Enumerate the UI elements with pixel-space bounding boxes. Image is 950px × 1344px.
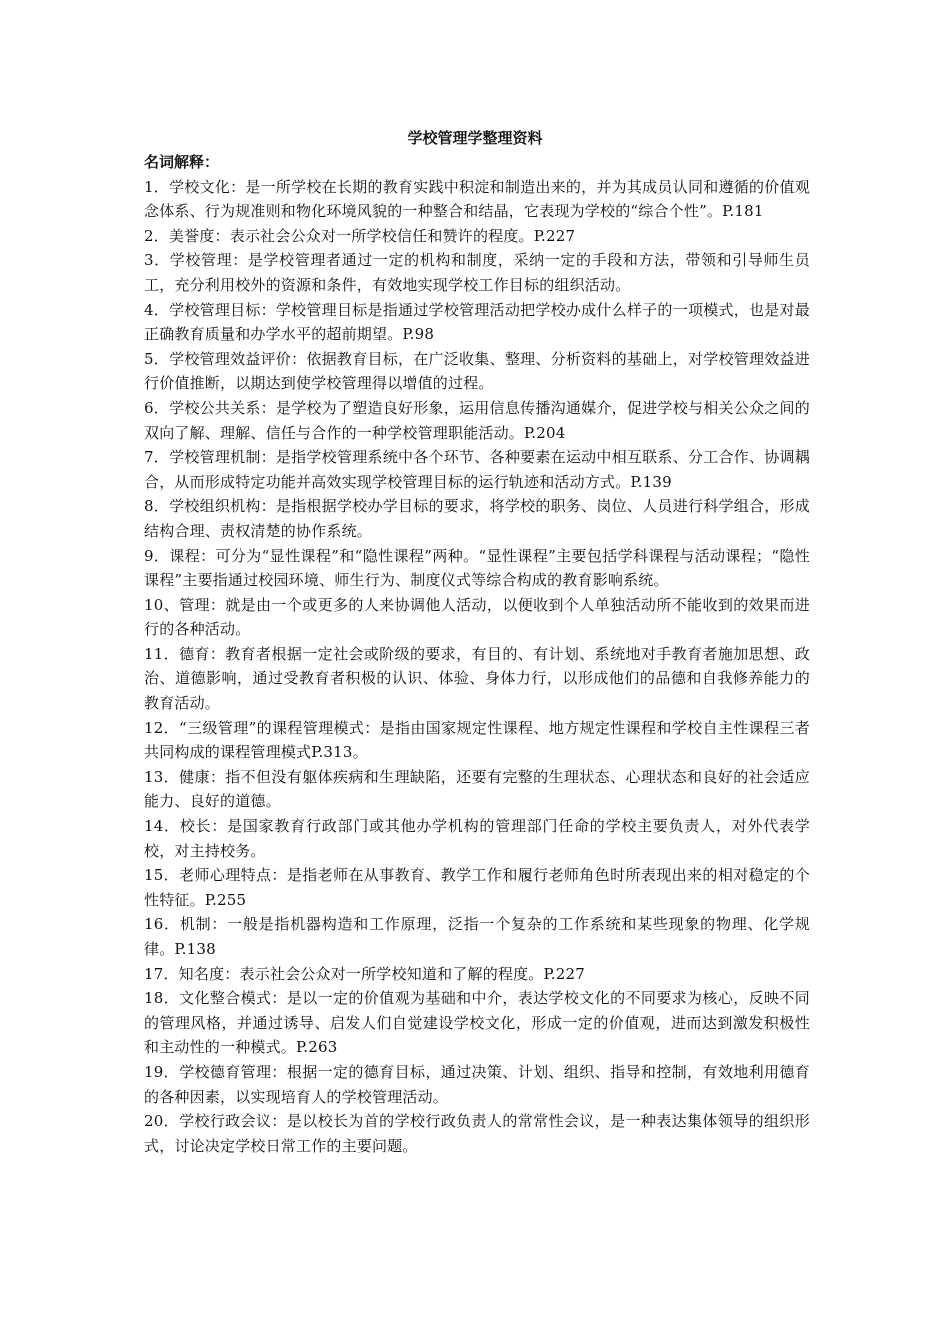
term-entry-2: 2．美誉度：表示社会公众对一所学校信任和赞许的程度。P.227: [144, 226, 576, 245]
term-entry-8: 8．学校组织机构：是指根据学校办学目标的要求，将学校的职务、岗位、人员进行科学组合，形成结构合理、责权清楚的协作系统。: [144, 497, 810, 540]
term-entry-13: 13．健康：指不但没有躯体疾病和生理缺陷，还要有完整的生理状态、心理状态和良好的社会适应能力、良好的道德。: [144, 767, 810, 811]
term-entry-9: 9．课程：可分为“显性课程”和“隐性课程”两种。“显性课程”主要包括学科课程与活动课程；“隐性课程”主要指通过校园环境、师生行为、制度仪式等综合构成的教育影响系统。: [144, 546, 810, 590]
term-entry-17: 17．知名度：表示社会公众对一所学校知道和了解的程度。P.227: [144, 964, 585, 983]
section-heading: 名词解释：: [144, 153, 220, 171]
term-entry-5: 5．学校管理效益评价：依据教育目标，在广泛收集、整理、分析资料的基础上，对学校管理效益进行价值推断，以期达到使学校管理得以增值的过程。: [144, 349, 810, 393]
term-entry-19: 19．学校德育管理：根据一定的德育目标，通过决策、计划、组织、指导和控制，有效地利用德育的各种因素，以实现培育人的学校管理活动。: [144, 1062, 810, 1106]
term-entry-10: 10、管理：就是由一个或更多的人来协调他人活动，以便收到个人单独活动所不能收到的效果而进行的各种活动。: [144, 595, 810, 639]
term-entry-11: 11．德育：教育者根据一定社会或阶级的要求，有目的、有计划、系统地对手教育者施加思想、政治、道德影响，通过受教育者积极的认识、体验、身体力行，以形成他们的品德和自我修养能力的教育活动。: [144, 644, 810, 713]
term-entry-18: 18．文化整合模式：是以一定的价值观为基础和中介，表达学校文化的不同要求为核心，反映不同的管理风格，并通过诱导、启发人们自觉建设学校文化，形成一定的价值观，进而达到激发积极性和主动性的一种模式。P.263: [144, 989, 810, 1057]
term-entry-1: 1．学校文化：是一所学校在长期的教育实践中积淀和制造出来的，并为其成员认同和遵循的价值观念体系、行为规准则和物化环境风貌的一种整合和结晶，它表现为学校的“综合个性”。P.181: [144, 177, 810, 221]
term-entry-15: 15．老师心理特点：是指老师在从事教育、教学工作和履行老师角色时所表现出来的相对稳定的个性特征。P.255: [144, 866, 810, 909]
document-body: [144, 150, 810, 1158]
term-entry-16: 16．机制：一般是指机器构造和工作原理，泛指一个复杂的工作系统和某些现象的物理、化学规律。P.138: [144, 915, 810, 958]
term-entry-6: 6．学校公共关系：是学校为了塑造良好形象，运用信息传播沟通媒介，促进学校与相关公众之间的双向了解、理解、信任与合作的一种学校管理职能活动。P.204: [144, 398, 810, 442]
term-entry-14: 14．校长：是国家教育行政部门或其他办学机构的管理部门任命的学校主要负责人，对外代表学校，对主持校务。: [144, 817, 810, 860]
document-title: 学校管理学整理资料: [407, 129, 543, 147]
term-entry-7: 7．学校管理机制：是指学校管理系统中各个环节、各种要素在运动中相互联系、分工合作、协调耦合，从而形成特定功能并高效实现学校管理目标的运行轨迹和活动方式。P.139: [144, 448, 810, 491]
term-entry-3: 3．学校管理：是学校管理者通过一定的机构和制度，采纳一定的手段和方法，带领和引导师生员工，充分利用校外的资源和条件，有效地实现学校工作目标的组织活动。: [144, 251, 810, 294]
term-entry-12: 12．“三级管理”的课程管理模式：是指由国家规定性课程、地方规定性课程和学校自主性课程三者共同构成的课程管理模式P.313。: [144, 718, 810, 762]
term-entry-4: 4．学校管理目标：学校管理目标是指通过学校管理活动把学校办成什么样子的一项模式，也是对最正确教育质量和办学水平的超前期望。P.98: [144, 300, 810, 344]
term-entry-20: 20．学校行政会议：是以校长为首的学校行政负责人的常常性会议，是一种表达集体领导的组织形式，讨论决定学校日常工作的主要问题。: [144, 1112, 810, 1155]
